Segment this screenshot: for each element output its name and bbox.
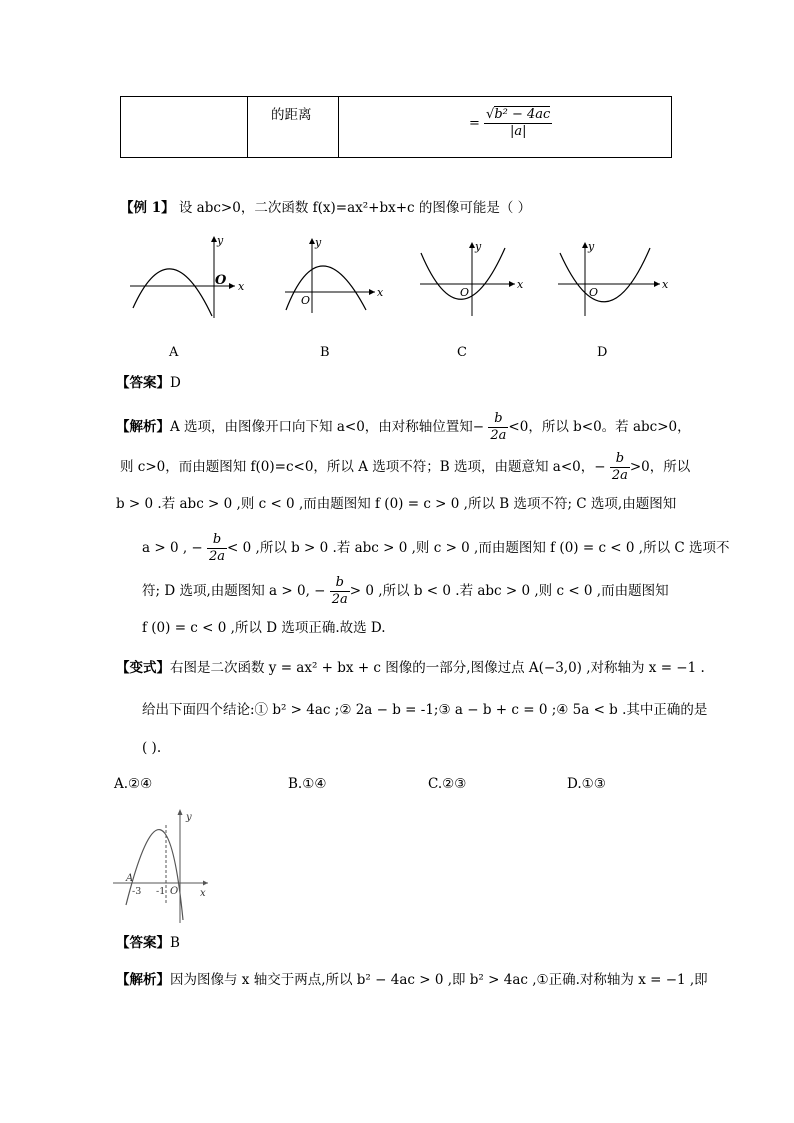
parabola [133,269,212,316]
tick-neg1: -1 [156,886,166,897]
x-label: x [517,278,524,291]
table-formula [469,107,552,140]
x-label: x [377,286,384,299]
origin-label: O [301,294,311,307]
analysis-line: a > 0 , − $\frac{b}{2a}$ < 0 ,所以 b > 0 .若 abc > 0 ,则 c > 0 ,而由题图知 f (0) = c < 0 ,所以 C 选项不 [142,532,730,564]
graph-a [130,234,245,360]
example1-question: 设 abc>0，二次函数 f(x)=ax²+bx+c 的图像可能是（ ） [178,200,532,216]
x-axis-arrow [509,281,515,287]
formula-fraction [484,107,552,140]
fraction-b-2a: $\frac{b}{2a}$ [331,575,348,607]
answer-value: B [170,935,180,951]
variant-analysis: 【解析】因为图像与 x 轴交于两点,所以 b² − 4ac > 0 ,即 b² > 4ac ,①正确.对称轴为 x = −1 ,即 [116,972,708,988]
variant-line: 给出下面四个结论:① b² > 4ac ;② 2a − b = -1;③ a − b + c = 0 ;④ 5a < b .其中正确的是 [142,702,708,718]
analysis-line: 符; D 选项,由题图知 a > 0, − $\frac{b}{2a}$ > 0 ,所以 b < 0 .若 abc > 0 ,则 c < 0 ,而由题图知 [142,575,669,607]
x-axis-arrow [369,289,375,295]
x-label: x [238,280,245,293]
x-axis-arrow [654,281,660,287]
fraction-b-2a: $\frac{b}{2a}$ [490,411,507,443]
x-axis-arrow [203,881,208,886]
parabola [286,266,366,310]
analysis-line: 则 c>0，而由题图知 f(0)=c<0，所以 A 选项不符；B 选项，由题意知 a<0，− $\frac{b}{2a}$ >0，所以 [120,451,691,483]
analysis-line: f (0) = c < 0 ,所以 D 选项正确.故选 D. [142,620,386,636]
example-tag: 【例 1】 [120,200,175,216]
answer-tag: 【答案】 [116,375,170,391]
option-b: B.①④ [288,776,327,792]
variant-line: ( ). [142,740,162,756]
graph-label: B [320,345,330,360]
y-label: y [217,234,224,247]
graph-label: C [457,345,467,360]
graph-c [420,240,524,360]
graph-d [558,240,669,360]
fraction-b-2a: $\frac{b}{2a}$ [209,532,226,564]
analysis-line: b > 0 .若 abc > 0 ,则 c < 0 ,而由题图知 f (0) = c > 0 ,所以 B 选项不符; C 选项,由题图知 [116,496,677,512]
parabola [126,830,183,920]
y-label: y [475,240,482,253]
variant-line: 【变式】右图是二次函数 y = ax² + bx + c 图像的一部分,图像过点 A(−3,0) ,对称轴为 x = −1 . [116,660,705,676]
example1-graphs [115,228,675,363]
formula-denominator: |a| [509,124,527,139]
analysis-line: 【解析】A 选项，由图像开口向下知 a<0，由对称轴位置知− $\frac{b}{2a}$ <0，所以 b<0。若 abc>0， [116,411,691,443]
graph-label: D [597,345,608,360]
point-a-label: A [126,873,134,884]
origin-label: O [589,286,599,299]
y-axis-arrow [178,809,183,815]
analysis-tag: 【解析】 [116,972,170,988]
graph-label: A [169,345,179,360]
answer-tag: 【答案】 [116,935,170,951]
x-axis-arrow [229,283,235,289]
option-a: A.②④ [114,776,153,792]
x-label: x [662,278,669,291]
origin-label: O [215,273,227,288]
variant-graph [108,805,218,925]
origin-label: O [460,286,470,299]
fraction-b-2a: $\frac{b}{2a}$ [611,451,628,483]
parabola [560,248,650,302]
origin-label: O [170,886,179,897]
table-cell-text: 的距离 [271,107,312,123]
y-label: y [186,812,192,823]
formula-numerator: √b² − 4ac [486,107,551,122]
table-divider [338,97,339,157]
table-divider [247,97,248,157]
option-d: D.①③ [567,776,606,792]
option-c: C.②③ [428,776,467,792]
y-label: y [588,240,595,253]
definition-table [120,96,672,158]
formula-equals: = [469,116,480,131]
x-label: x [200,888,206,899]
variant-answer [116,933,180,953]
graph-b [285,236,384,360]
example1-question-line [120,198,531,218]
tick-neg3: -3 [132,886,142,897]
answer-value: D [170,375,181,391]
y-label: y [315,236,322,249]
example1-answer [116,373,181,393]
variant-tag: 【变式】 [116,660,170,676]
analysis-tag: 【解析】 [116,419,170,435]
